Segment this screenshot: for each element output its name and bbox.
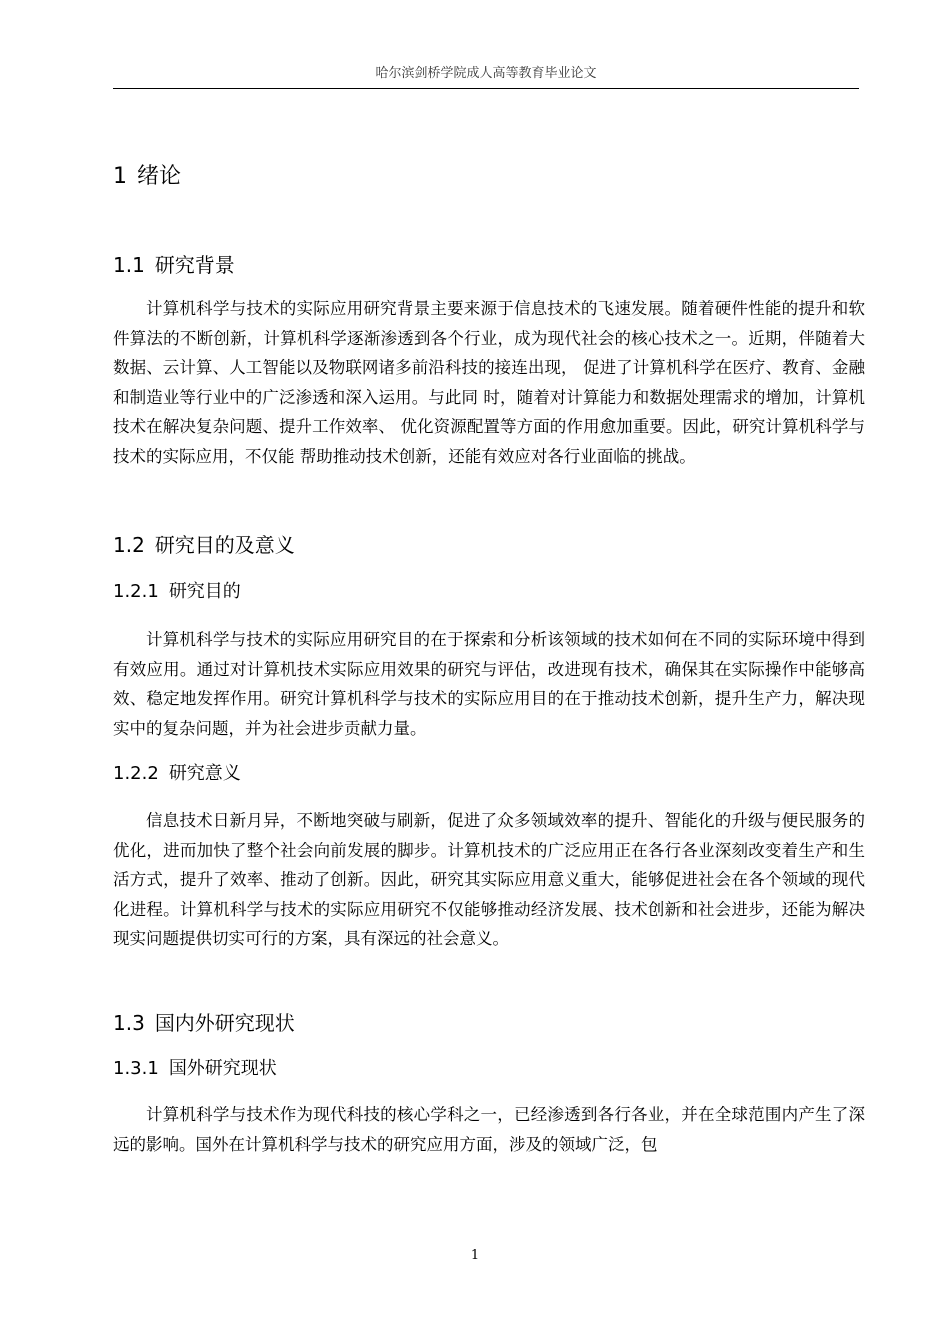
subsection-heading-1-3-1 xyxy=(113,1055,277,1083)
subsection-heading-1-2-2 xyxy=(113,760,241,788)
page-number: 1 xyxy=(470,1248,480,1263)
paragraph-research-background: 计算机科学与技术的实际应用研究背景主要来源于信息技术的飞速发展。随着硬件性能的提升和软件算法的不断创新，计算机科学逐渐渗透到各个行业，成为现代社会的核心技术之一。近期，伴随着大数据、云计算、人工智能以及物联网诸多前沿科技的接连出现， 促进了计算机科学在医疗、教育、金融和制造业等行业中的广泛渗透和深入运用。与此同 时，随着对计算能力和数据处理需求的增加，计算机技术在解决复杂问题、提升工作效率、 优化资源配置等方面的作用愈加重要。因此，研究计算机科学与技术的实际应用，不仅能 帮助推动技术创新，还能有效应对各行业面临的挑战。 xyxy=(113,299,865,466)
header-rule xyxy=(113,88,859,89)
section-number: 1.1 xyxy=(113,253,145,277)
section-title: 研究背景 xyxy=(154,253,235,277)
section-title: 国内外研究现状 xyxy=(154,1011,295,1035)
section-title: 研究目的及意义 xyxy=(154,533,295,557)
subsection-number: 1.3.1 xyxy=(113,1058,159,1079)
subsection-title: 国外研究现状 xyxy=(168,1058,277,1079)
subsection-number: 1.2.2 xyxy=(113,763,159,784)
paragraph-research-significance: 信息技术日新月异，不断地突破与刷新，促进了众多领域效率的提升、智能化的升级与便民服务的优化，进而加快了整个社会向前发展的脚步。计算机技术的广泛应用正在各行各业深刻改变着生产和生活方式，提升了效率、推动了创新。因此，研究其实际应用意义重大，能够促进社会在各个领域的现代化进程。计算机科学与技术的实际应用研究不仅能够推动经济发展、技术创新和社会进步，还能为解决现实问题提供切实可行的方案，具有深远的社会意义。 xyxy=(113,811,865,948)
subsection-heading-1-2-1 xyxy=(113,578,241,606)
chapter-heading xyxy=(113,160,181,194)
subsection-title: 研究目的 xyxy=(168,581,241,602)
subsection-number: 1.2.1 xyxy=(113,581,159,602)
section-heading-1-1 xyxy=(113,250,235,280)
chapter-title: 绪论 xyxy=(137,164,182,189)
running-header: 哈尔滨剑桥学院成人高等教育毕业论文 xyxy=(375,66,597,81)
section-number: 1.2 xyxy=(113,533,145,557)
section-heading-1-3 xyxy=(113,1008,295,1038)
chapter-number: 1 xyxy=(113,164,127,189)
section-number: 1.3 xyxy=(113,1011,145,1035)
paragraph-foreign-research-status: 计算机科学与技术作为现代科技的核心学科之一，已经渗透到各行各业，并在全球范围内产生了深远的影响。国外在计算机科学与技术的研究应用方面，涉及的领域广泛，包 xyxy=(113,1105,865,1154)
subsection-title: 研究意义 xyxy=(168,763,241,784)
paragraph-research-purpose: 计算机科学与技术的实际应用研究目的在于探索和分析该领域的技术如何在不同的实际环境中得到有效应用。通过对计算机技术实际应用效果的研究与评估，改进现有技术，确保其在实际操作中能够高效、稳定地发挥作用。研究计算机科学与技术的实际应用目的在于推动技术创新，提升生产力，解决现实中的复杂问题，并为社会进步贡献力量。 xyxy=(113,630,865,738)
section-heading-1-2 xyxy=(113,530,295,560)
